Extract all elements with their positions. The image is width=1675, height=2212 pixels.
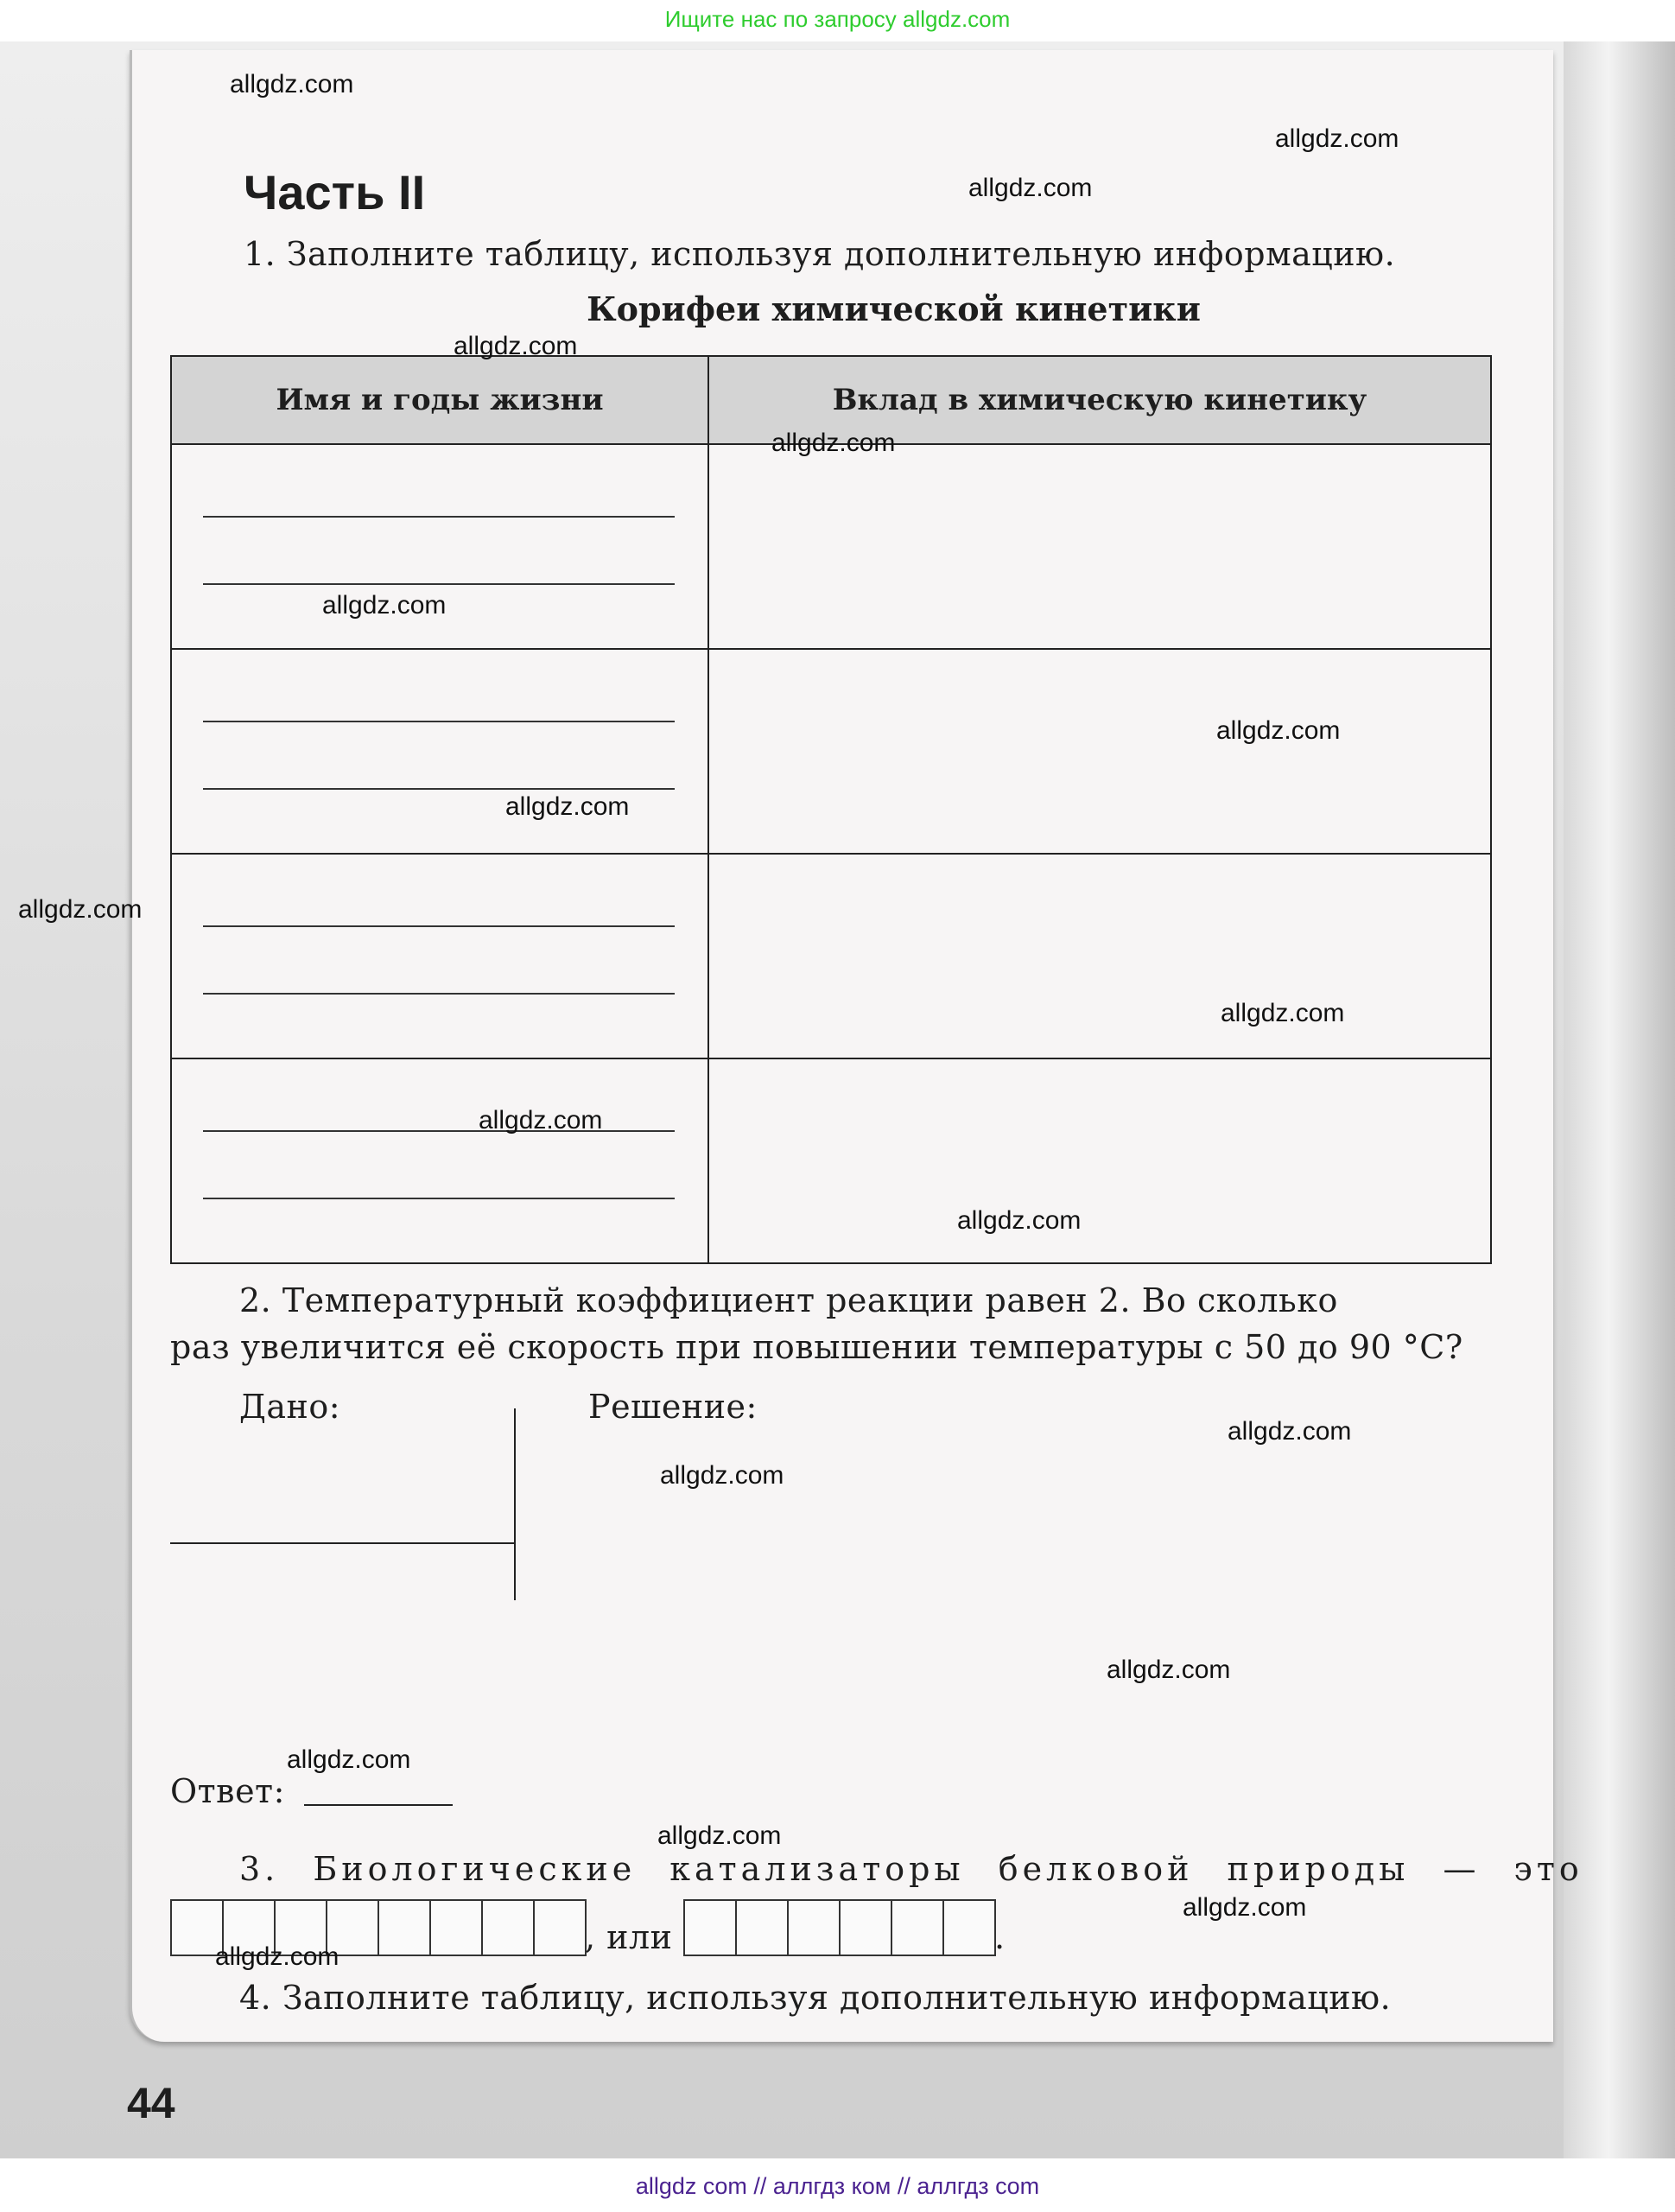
given-divider-vertical <box>514 1408 516 1600</box>
task2-line1: 2. Температурный коэффициент реакции равен 2. Во сколько <box>239 1281 1338 1319</box>
watermark: allgdz.com <box>505 792 630 821</box>
letter-box[interactable] <box>787 1899 841 1956</box>
watermark: allgdz.com <box>18 895 143 924</box>
task3-line1: 3. Биологические катализаторы белковой природы — это <box>239 1850 1583 1888</box>
name-years-cell[interactable] <box>171 1058 708 1263</box>
watermark: allgdz.com <box>215 1942 339 1971</box>
task1-text: 1. Заполните таблицу, используя дополнительную информацию. <box>244 235 1396 273</box>
watermark: allgdz.com <box>957 1206 1082 1235</box>
answer-label: Ответ: <box>170 1772 285 1810</box>
table-row <box>171 1058 1491 1263</box>
contribution-cell[interactable] <box>708 444 1491 649</box>
watermark: allgdz.com <box>1183 1893 1307 1922</box>
header-contribution: Вклад в химическую кинетику <box>708 356 1491 444</box>
letter-box[interactable] <box>533 1899 587 1956</box>
watermark: allgdz.com <box>1228 1417 1352 1446</box>
letter-box[interactable] <box>891 1899 944 1956</box>
answer-underline[interactable] <box>203 993 675 995</box>
watermark: allgdz.com <box>1216 716 1341 745</box>
watermark: allgdz.com <box>1221 999 1345 1027</box>
task2-line2: раз увеличится её скорость при повышении температуры с 50 до 90 °С? <box>170 1328 1463 1366</box>
watermark: allgdz.com <box>1107 1656 1231 1684</box>
answer-underline[interactable] <box>203 1198 675 1199</box>
letter-box[interactable] <box>481 1899 535 1956</box>
name-years-cell[interactable] <box>171 649 708 854</box>
answer-underline[interactable] <box>203 925 675 927</box>
separator: , или <box>585 1918 673 1956</box>
letter-box[interactable] <box>735 1899 789 1956</box>
watermark: allgdz.com <box>454 332 578 360</box>
answer-underline[interactable] <box>203 1130 675 1132</box>
table-row <box>171 649 1491 854</box>
given-label: Дано: <box>239 1388 341 1426</box>
page-number: 44 <box>127 2079 175 2127</box>
letter-box[interactable] <box>429 1899 483 1956</box>
solution-label: Решение: <box>588 1388 758 1426</box>
letter-box[interactable] <box>683 1899 737 1956</box>
letter-box[interactable] <box>839 1899 892 1956</box>
watermark: allgdz.com <box>968 174 1093 202</box>
letter-box[interactable] <box>378 1899 431 1956</box>
table-title: Корифеи химической кинетики <box>587 289 1201 328</box>
background-shade <box>1564 41 1675 2158</box>
answer-line[interactable] <box>304 1804 453 1806</box>
answer-underline[interactable] <box>203 721 675 722</box>
footer: allgdz com // аллгдз ком // аллгдз com <box>0 2160 1675 2209</box>
contribution-cell[interactable] <box>708 1058 1491 1263</box>
header-name-years: Имя и годы жизни <box>171 356 708 444</box>
answer-underline[interactable] <box>203 516 675 518</box>
kinetics-table <box>170 355 1492 1264</box>
answer-underline[interactable] <box>203 788 675 790</box>
contribution-cell[interactable] <box>708 649 1491 854</box>
watermark: allgdz.com <box>322 591 447 620</box>
watermark: allgdz.com <box>230 70 354 99</box>
task4-text: 4. Заполните таблицу, используя дополнительную информацию. <box>239 1979 1392 2017</box>
given-divider-horizontal <box>170 1542 514 1544</box>
watermark: allgdz.com <box>479 1106 603 1135</box>
contribution-cell[interactable] <box>708 854 1491 1058</box>
word2-boxes[interactable] <box>683 1918 994 1956</box>
top-banner: Ищите нас по запросу allgdz.com <box>664 6 1011 32</box>
name-years-cell[interactable] <box>171 854 708 1058</box>
end-period: . <box>994 1918 1006 1956</box>
answer-underline[interactable] <box>203 583 675 585</box>
watermark: allgdz.com <box>1275 124 1399 153</box>
part-title: Часть II <box>244 165 426 219</box>
watermark: allgdz.com <box>657 1821 782 1850</box>
watermark: allgdz.com <box>287 1745 411 1774</box>
letter-box[interactable] <box>942 1899 996 1956</box>
watermark: allgdz.com <box>660 1461 784 1490</box>
watermark: allgdz.com <box>771 429 896 457</box>
